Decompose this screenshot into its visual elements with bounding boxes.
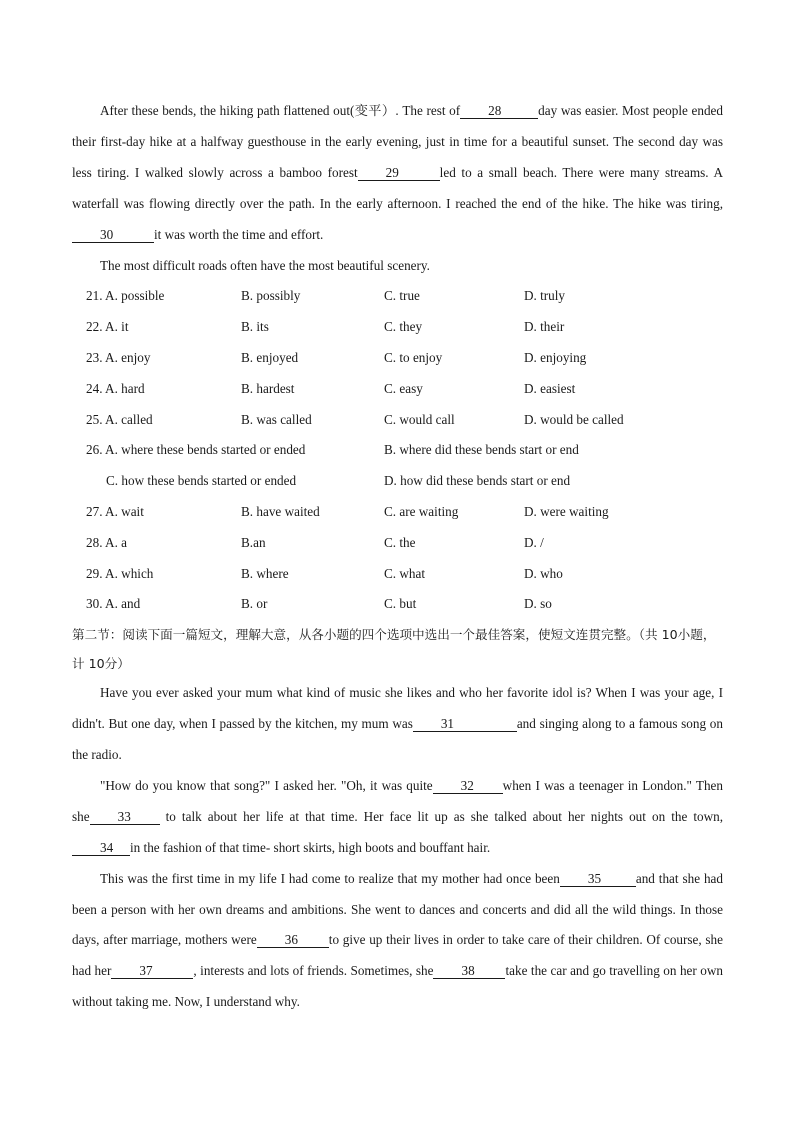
blank-33: 33 [90, 810, 160, 825]
blank-32: 32 [433, 779, 503, 794]
option-d: D. who [524, 565, 563, 581]
text: "How do you know that song?" I asked her. "Oh, it was quite [100, 777, 433, 793]
option-b: B. was called [241, 411, 312, 427]
option-a: 23. A. enjoy [86, 350, 151, 366]
text: , interests and lots of friends. Sometimes, she [193, 963, 434, 979]
blank-31: 31 [413, 717, 517, 732]
option-row-27 [72, 497, 723, 528]
option-c: C. to enjoy [384, 350, 443, 366]
passage1-paragraph1 [72, 96, 723, 251]
text: led to a small beach. There were many streams. A waterfall was flowing directly over the path. In the early afternoon. I reached the end of the hike. The hike was tiring, [72, 164, 723, 211]
section2-heading: 第二节：阅读下面一篇短文，理解大意，从各小题的四个选项中选出一个最佳答案，使短文连贯完整。（共 10小题，计 10分） [72, 627, 716, 672]
option-d: D. so [524, 596, 552, 612]
option-d: D. how did these bends start or end [384, 473, 571, 489]
option-row-25 [72, 405, 723, 436]
options-21-25 [72, 281, 723, 620]
option-b: B. possibly [241, 288, 301, 304]
passage2-paragraph1 [72, 678, 723, 771]
blank-29: 29 [358, 166, 440, 181]
option-b: B. its [241, 319, 269, 335]
text: when I was a teenager in London." Then she [72, 777, 723, 824]
text: This was the first time in my life I had come to realize that my mother had once been [100, 870, 560, 886]
option-a: 21. A. possible [86, 288, 165, 304]
option-b: B. or [241, 596, 268, 612]
blank-37: 37 [111, 964, 193, 979]
option-c: C. easy [384, 380, 423, 396]
option-row-22 [72, 312, 723, 343]
text: to talk about her life at that time. Her face lit up as she talked about her nights out on the town, [165, 808, 724, 824]
option-d: D. were waiting [524, 504, 609, 520]
text: Have you ever asked your mum what kind of music she likes and who her favorite idol is? When I was your age, I didn't. But one day, when I passed by the kitchen, my mum was [72, 685, 723, 732]
option-a: 27. A. wait [86, 504, 144, 520]
blank-38: 38 [433, 964, 505, 979]
option-c: C. are waiting [384, 504, 459, 520]
option-d: D. easiest [524, 380, 576, 396]
option-c: C. true [384, 288, 420, 304]
option-row-30 [72, 589, 723, 620]
text: it was worth the time and effort. [154, 226, 324, 242]
text: and singing along to a famous song on the radio. [72, 716, 723, 763]
option-d: D. their [524, 319, 565, 335]
option-b: B. enjoyed [241, 350, 299, 366]
option-d: D. truly [524, 288, 566, 304]
option-d: D. would be called [524, 411, 624, 427]
text: After these bends, the hiking path flattened out(变平）. The rest of [100, 103, 461, 118]
blank-28: 28 [460, 104, 538, 119]
passage1-paragraph2: The most difficult roads often have the most beautiful scenery. [100, 257, 430, 273]
option-c: C. what [384, 565, 426, 581]
option-b: B. where did these bends start or end [384, 442, 579, 458]
option-c: C. they [384, 319, 423, 335]
option-b: B.an [241, 534, 266, 550]
option-c: C. would call [384, 411, 455, 427]
option-c: C. the [384, 534, 416, 550]
option-b: B. hardest [241, 380, 295, 396]
option-row-21 [72, 281, 723, 312]
passage2-paragraph2 [72, 771, 723, 864]
option-d: D. enjoying [524, 350, 587, 366]
document-page [72, 96, 723, 1018]
option-a: 29. A. which [86, 565, 154, 581]
blank-35: 35 [560, 872, 636, 887]
text: day was easier. Most people ended their first-day hike at a halfway guesthouse in the early evening, just in time for a beautiful sunset. The second day was less tiring. I walked slowly across a bamboo forest [72, 103, 723, 180]
blank-34: 34 [72, 841, 130, 856]
option-a: 28. A. a [86, 534, 128, 550]
option-b: B. have waited [241, 504, 320, 520]
option-c: C. but [384, 596, 417, 612]
option-row-24 [72, 374, 723, 405]
passage2-paragraph3 [72, 864, 723, 1019]
option-a: 22. A. it [86, 319, 129, 335]
text: in the fashion of that time- short skirts, high boots and bouffant hair. [130, 839, 491, 855]
option-row-26-ab [72, 435, 723, 466]
option-a: 25. A. called [86, 411, 153, 427]
option-row-29 [72, 559, 723, 590]
blank-36: 36 [257, 933, 329, 948]
option-d: D. / [524, 534, 544, 550]
blank-30: 30 [72, 228, 154, 243]
option-b: B. where [241, 565, 289, 581]
option-c: C. how these bends started or ended [106, 473, 297, 489]
text: and that she had been a person with her own dreams and ambitions. She went to dances and concerts and did all the wild things. In those days, after marriage, mothers were [72, 870, 724, 948]
text: to give up their lives in order to take care of their children. Of course, she had her [72, 932, 724, 979]
option-a: 30. A. and [86, 596, 141, 612]
option-a: 26. A. where these bends started or ended [86, 442, 306, 458]
option-a: 24. A. hard [86, 380, 145, 396]
option-row-26-cd [72, 466, 723, 497]
text: take the car and go travelling on her own without taking me. Now, I understand why. [72, 963, 723, 1010]
option-row-23 [72, 343, 723, 374]
option-row-28 [72, 528, 723, 559]
